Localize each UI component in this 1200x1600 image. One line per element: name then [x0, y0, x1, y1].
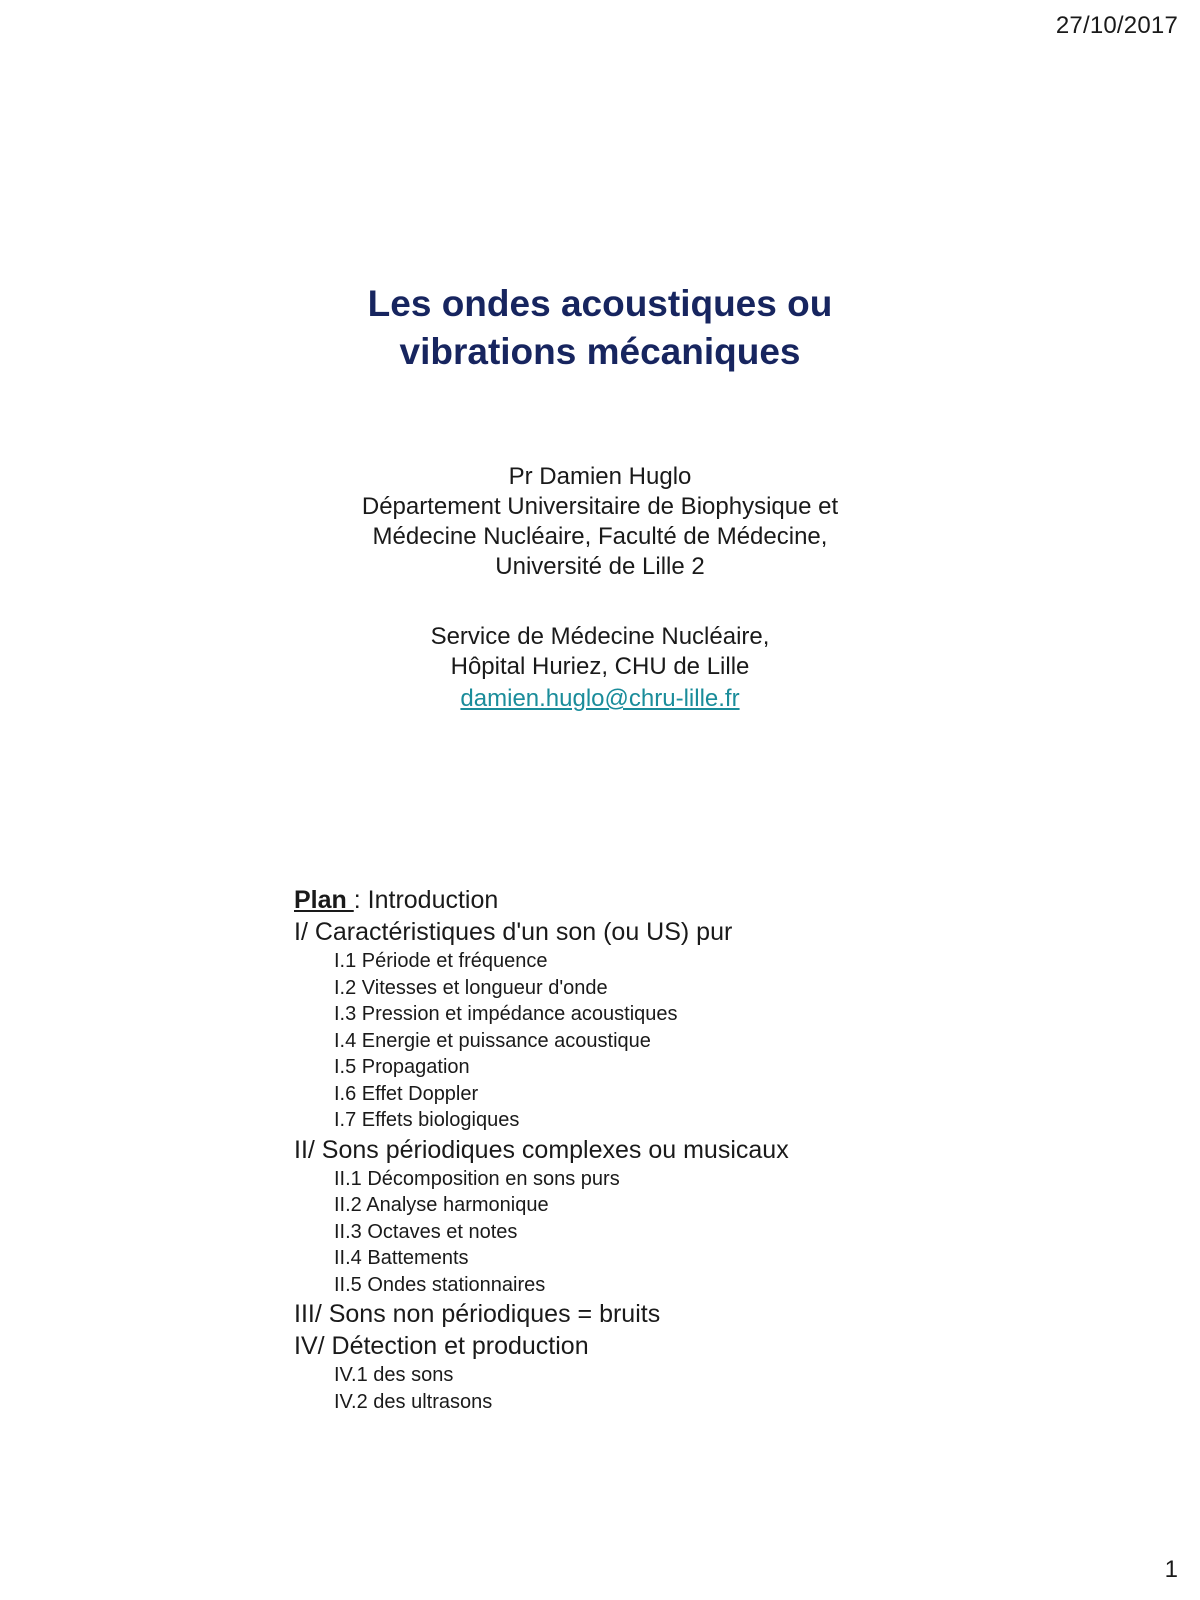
list-item: IV.2 des ultrasons	[334, 1390, 493, 1413]
plan-section-2: II/ Sons périodiques complexes ou musicaux	[294, 1135, 789, 1164]
spacer	[0, 582, 1200, 622]
plan-section-3: III/ Sons non périodiques = bruits	[294, 1300, 661, 1328]
title-slide	[0, 280, 1200, 716]
list-item: I.5 Propagation	[334, 1056, 470, 1078]
page-date: 27/10/2017	[1055, 12, 1178, 39]
plan-heading	[294, 884, 994, 916]
list-item: I.7 Effets biologiques	[334, 1109, 520, 1131]
list-item: I.1 Période et fréquence	[334, 950, 548, 972]
author-block	[0, 462, 1200, 716]
affiliation-line-2: Médecine Nucléaire, Faculté de Médecine,	[372, 523, 828, 550]
plan-section-4: IV/ Détection et production	[294, 1332, 589, 1360]
title-line-2: vibrations mécaniques	[399, 331, 801, 372]
service-line-1: Service de Médecine Nucléaire,	[430, 623, 770, 650]
plan-intro: Introduction	[367, 886, 499, 914]
plan-section-4-list	[294, 1362, 994, 1415]
list-item: II.4 Battements	[334, 1247, 469, 1269]
plan-section-1-list	[294, 948, 994, 1134]
list-item: II.5 Ondes stationnaires	[334, 1273, 546, 1296]
list-item: II.2 Analyse harmonique	[334, 1194, 549, 1216]
plan-slide	[294, 884, 994, 1415]
service-line-2: Hôpital Huriez, CHU de Lille	[450, 653, 750, 680]
list-item: I.3 Pression et impédance acoustiques	[334, 1003, 678, 1025]
plan-section-1: I/ Caractéristiques d'un son (ou US) pur	[294, 918, 733, 946]
page-title	[0, 280, 1200, 376]
plan-separator: :	[353, 886, 368, 914]
list-item: II.1 Décomposition en sons purs	[334, 1167, 620, 1190]
list-item: II.3 Octaves et notes	[334, 1220, 518, 1243]
list-item: IV.1 des sons	[334, 1364, 454, 1386]
plan-label: Plan	[294, 886, 354, 914]
plan-section-2-list	[294, 1166, 994, 1299]
list-item: I.4 Energie et puissance acoustique	[334, 1029, 651, 1052]
title-line-1: Les ondes acoustiques ou	[367, 283, 833, 324]
list-item: I.2 Vitesses et longueur d'onde	[334, 976, 608, 999]
affiliation-line-1: Département Universitaire de Biophysique et	[361, 493, 839, 520]
list-item: I.6 Effet Doppler	[334, 1082, 479, 1105]
page-number: 1	[1164, 1556, 1178, 1583]
author-name: Pr Damien Huglo	[508, 463, 692, 490]
affiliation-line-3: Université de Lille 2	[495, 553, 705, 580]
author-email-link[interactable]: damien.huglo@chru-lille.fr	[460, 685, 740, 712]
